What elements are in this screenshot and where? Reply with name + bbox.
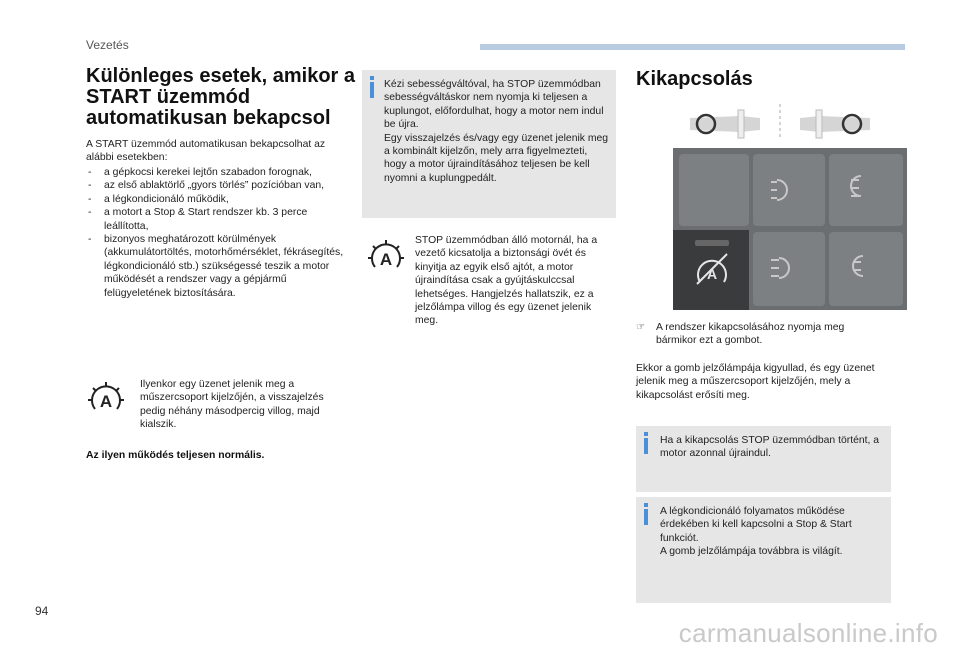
condition-list: [86, 166, 348, 300]
info-icon: [644, 438, 648, 454]
info-box-text: Kézi sebességváltóval, ha STOP üzemmódban sebességváltáskor nem nyomja ki teljesen a kuplungot, előfordulhat, hogy a motor nem indul be újra. Egy visszajelzés és/vagy egy üzenet jelenik meg a kombinált kijelzőn, mely arra figyelmezteti, hogy a motor újraindításához teljesen be kell nyomni a kuplungpedált.: [384, 79, 609, 184]
watermark: carmanualsonline.info: [678, 618, 938, 648]
auto-stop-start-icon: [366, 238, 406, 278]
list-item: - bizonyos meghatározott körülmények (akkumulátortöltés, motorhőmérséklet, fékrásegítés, légkondicionáló stb.) szükségessé teszik a motor működését a rendszer vagy a gépjármű felügyeletének biztosítására.: [86, 233, 348, 300]
svg-text:A: A: [706, 266, 718, 282]
page-number: 94: [35, 604, 49, 618]
list-item: - az első ablaktörlő „gyors törlés” pozícióban van,: [86, 179, 348, 192]
svg-text:A: A: [99, 392, 113, 411]
intro-text: A START üzemmód automatikusan bekapcsolhat az alábbi esetekben:: [86, 139, 326, 164]
page-title: Különleges esetek, amikor a START üzemmód automatikusan bekapcsol: [86, 65, 356, 129]
steering-wheel-illustration: [680, 104, 880, 140]
dashboard-switch-panel: [673, 148, 907, 310]
auto-note-text: Ilyenkor egy üzenet jelenik meg a műszercsoport kijelzőjén, a visszajelzés pedig néhány másodpercig villog, majd kialszik.: [140, 379, 324, 431]
seatbelt-note-text: STOP üzemmódban álló motornál, ha a vezető kicsatolja a biztonsági övét és kinyitja az egyik első ajtót, a motor újraindítása csak a gyújtáskulccsal lehetséges. Hangjelzés hallatszik, ez a jelzőlámpa villog és egy üzenet jelenik meg.: [415, 235, 598, 327]
list-item: - a motort a Stop & Start rendszer kb. 3 perce leállította,: [86, 206, 348, 233]
info-box-aircon: [636, 497, 891, 603]
section-title-kikapcsolas: Kikapcsolás: [636, 68, 753, 90]
header-bar: [480, 44, 905, 50]
step-text: A rendszer kikapcsolásához nyomja meg bármikor ezt a gombot.: [656, 322, 845, 347]
info-box-text: A légkondicionáló folyamatos működése érdekében ki kell kapcsolni a Stop & Start funkciót. A gomb jelzőlámpája továbbra is világít.: [660, 506, 852, 558]
list-item: - a légkondicionáló működik,: [86, 193, 348, 206]
info-box-restart: [636, 426, 891, 492]
svg-text:A: A: [379, 250, 393, 269]
auto-stop-start-icon: [86, 380, 126, 420]
list-item: - a gépkocsi kerekei lejtőn szabadon forognak,: [86, 166, 348, 179]
info-icon: [644, 509, 648, 525]
normal-note: Az ilyen működés teljesen normális.: [86, 450, 265, 461]
info-box-clutch: [362, 70, 616, 218]
section-label: Vezetés: [86, 38, 129, 52]
follow-text: Ekkor a gomb jelzőlámpája kigyullad, és egy üzenet jelenik meg a műszercsoport kijelzőjén, mely a kikapcsolást erősíti meg.: [636, 363, 875, 401]
info-box-text: Ha a kikapcsolás STOP üzemmódban történt, a motor azonnal újraindul.: [660, 435, 880, 460]
pointing-hand-icon: ☞: [636, 322, 645, 333]
info-icon: [370, 82, 374, 98]
